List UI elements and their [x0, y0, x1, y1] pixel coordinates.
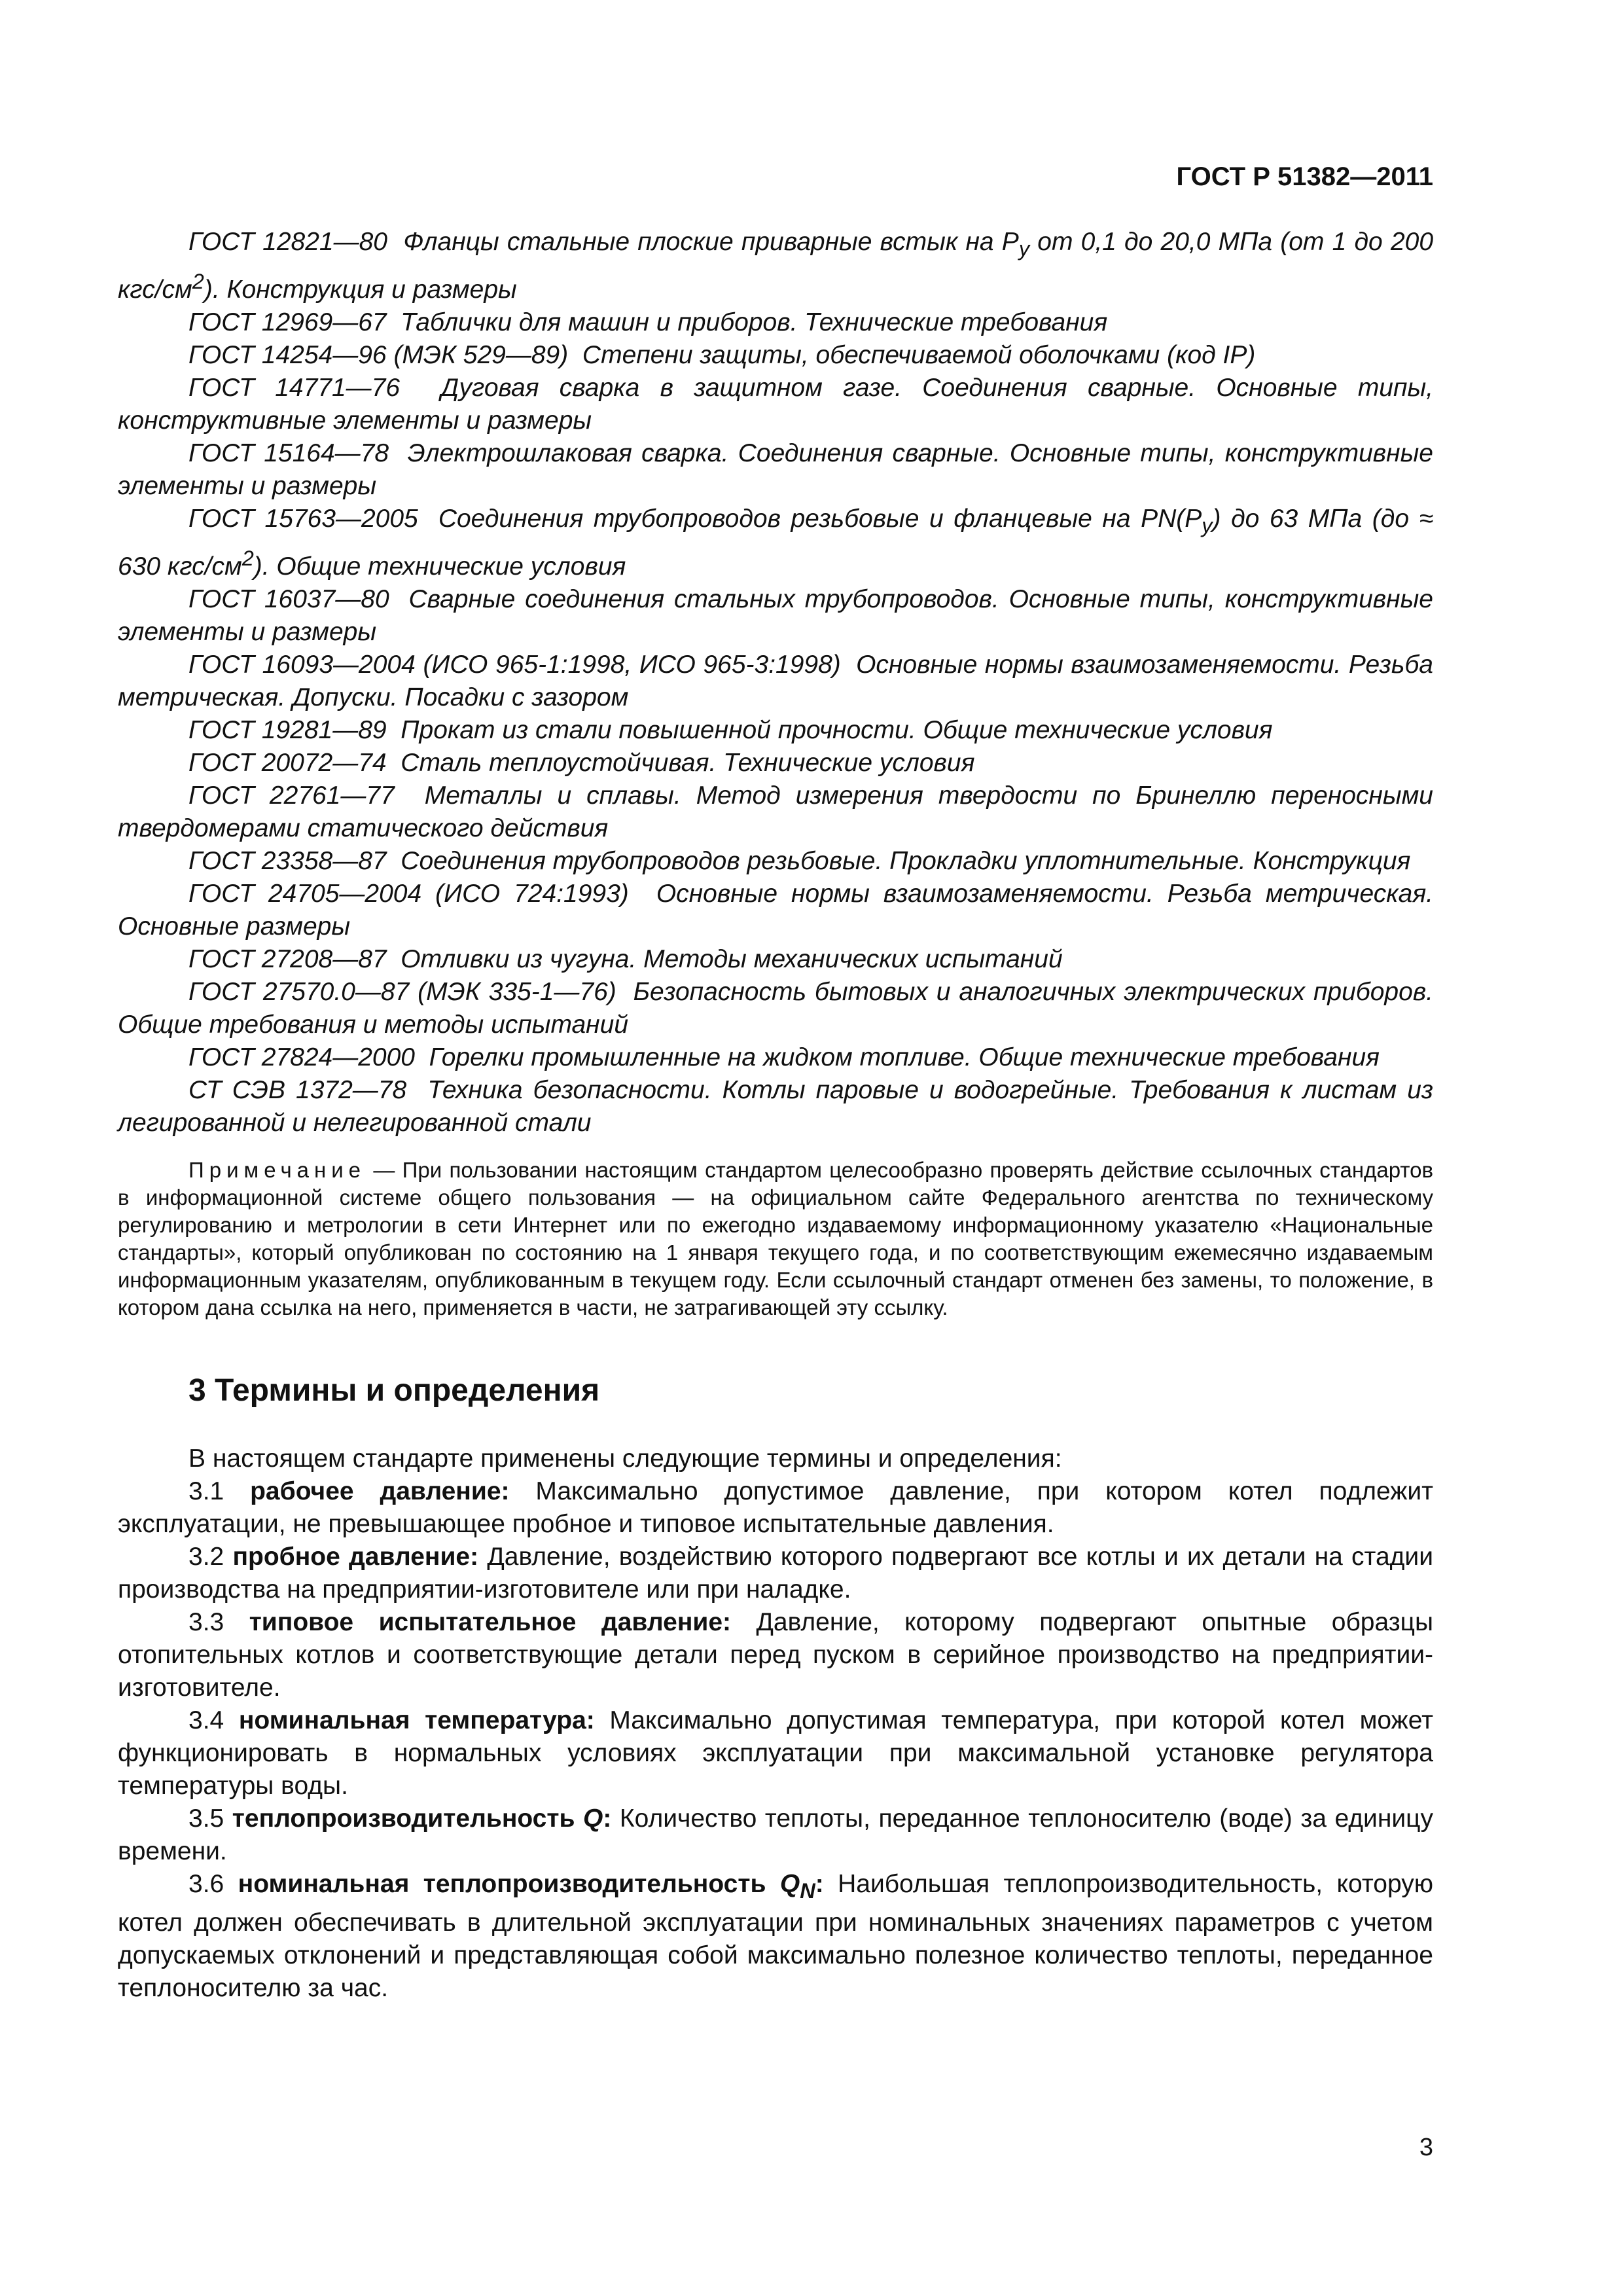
reference-item: ГОСТ 12969—67 Таблички для машин и приборов. Технические требования — [188, 308, 1108, 336]
reference-item: ГОСТ 19281—89 Прокат из стали повышенной прочности. Общие технические условия — [188, 715, 1273, 744]
reference-item: ГОСТ 24705—2004 (ИСО 724:1993) Основные нормы взаимозаменяемости. Резьба метрическая. Основные размеры — [118, 879, 1434, 941]
reference-item: ГОСТ 15763—2005 Соединения трубопроводов резьбовые и фланцевые на $PN(P_y)$ до 63 МПа (до ≈ 630 кгс/$см^2$). Общие технические условия — [118, 504, 1433, 581]
term-definition: 3.1 рабочее давление: Максимально допустимое давление, при котором котел подлежит эксплуатации, не превышающее пробное и типовое испытательные давления. — [118, 1477, 1433, 1538]
note-paragraph: Примечание — При пользовании настоящим стандартом целесообразно проверять действие ссылочных стандартов в информационной системе общего пользования — на официальном сайте Федерального агентства по техническому регулированию и метрологии в сети Интернет или по ежегодно издаваемому информационному указателю «Национальные стандарты», который опубликован по состоянию на 1 января текущего года, и по соответствующим ежемесячно издаваемым информационным указателям, опубликованным в текущем году. Если ссылочный стандарт отменен без замены, то положение, в котором дана ссылка на него, применяется в части, не затрагивающей эту ссылку. — [118, 1157, 1433, 1319]
reference-item: ГОСТ 27824—2000 Горелки промышленные на жидком топливе. Общие технические требования — [188, 1043, 1380, 1071]
page-content — [118, 226, 1433, 2005]
document-code-header: ГОСТ Р 51382—2011 — [1176, 162, 1433, 191]
reference-item: ГОСТ 16093—2004 (ИСО 965-1:1998, ИСО 965-3:1998) Основные нормы взаимозаменяемости. Резьба метрическая. Допуски. Посадки с зазором — [118, 650, 1434, 711]
reference-item: ГОСТ 20072—74 Сталь теплоустойчивая. Технические условия — [188, 748, 975, 777]
reference-item: ГОСТ 23358—87 Соединения трубопроводов резьбовые. Прокладки уплотнительные. Конструкция — [188, 846, 1411, 875]
term-definition: 3.2 пробное давление: Давление, воздействию которого подвергают все котлы и их детали на стадии производства на предприятии-изготовителе или при наладке. — [118, 1542, 1433, 1604]
reference-item: ГОСТ 14254—96 (МЭК 529—89) Степени защиты, обеспечиваемой оболочками (код IP) — [188, 340, 1256, 369]
reference-item: ГОСТ 22761—77 Металлы и сплавы. Метод измерения твердости по Бринеллю переносными твердомерами статического действия — [118, 781, 1433, 842]
reference-item: ГОСТ 27570.0—87 (МЭК 335-1—76) Безопасность бытовых и аналогичных электрических приборов. Общие требования и методы испытаний — [118, 977, 1434, 1039]
reference-item: ГОСТ 27208—87 Отливки из чугуна. Методы механических испытаний — [188, 944, 1063, 973]
term-definition: 3.3 типовое испытательное давление: Давление, которому подвергают опытные образцы отопительных котлов и соответствующие детали перед пуском в серийное производство на предприятии-изготовителе. — [118, 1607, 1433, 1702]
note-label: Примечание — [188, 1157, 366, 1182]
reference-item: СТ СЭВ 1372—78 Техника безопасности. Котлы паровые и водогрейные. Требования к листам из легированной и нелегированной стали — [118, 1075, 1434, 1137]
reference-item: ГОСТ 16037—80 Сварные соединения стальных трубопроводов. Основные типы, конструктивные элементы и размеры — [118, 584, 1433, 646]
term-definition: 3.5 теплопроизводительность Q: Количество теплоты, переданное теплоносителю (воде) за единицу времени. — [118, 1804, 1433, 1865]
term-definition: 3.6 номинальная теплопроизводительность $Q_N$: Наибольшая теплопроизводительность, которую котел должен обеспечивать в длительной эксплуатации при номинальных значениях параметров с учетом допускаемых отклонений и представляющая собой максимально полезное количество теплоты, переданное теплоносителю за час. — [118, 1869, 1434, 2003]
reference-item: ГОСТ 12821—80 Фланцы стальные плоские приварные встык на $P_y$ от 0,1 до 20,0 МПа (от 1 до 200 кгс/$см^2$). Конструкция и размеры — [118, 228, 1434, 304]
page-number: 3 — [1419, 2134, 1433, 2161]
reference-item: ГОСТ 14771—76 Дуговая сварка в защитном газе. Соединения сварные. Основные типы, конструктивные элементы и размеры — [118, 373, 1433, 435]
section-heading: 3 Термины и определения — [188, 1372, 600, 1408]
term-definition: 3.4 номинальная температура: Максимально допустимая температура, при которой котел может функционировать в нормальных условиях эксплуатации при максимальной установке регулятора температуры воды. — [118, 1706, 1433, 1800]
section-intro: В настоящем стандарте применены следующие термины и определения: — [188, 1444, 1062, 1473]
reference-item: ГОСТ 15164—78 Электрошлаковая сварка. Соединения сварные. Основные типы, конструктивные элементы и размеры — [118, 439, 1433, 500]
